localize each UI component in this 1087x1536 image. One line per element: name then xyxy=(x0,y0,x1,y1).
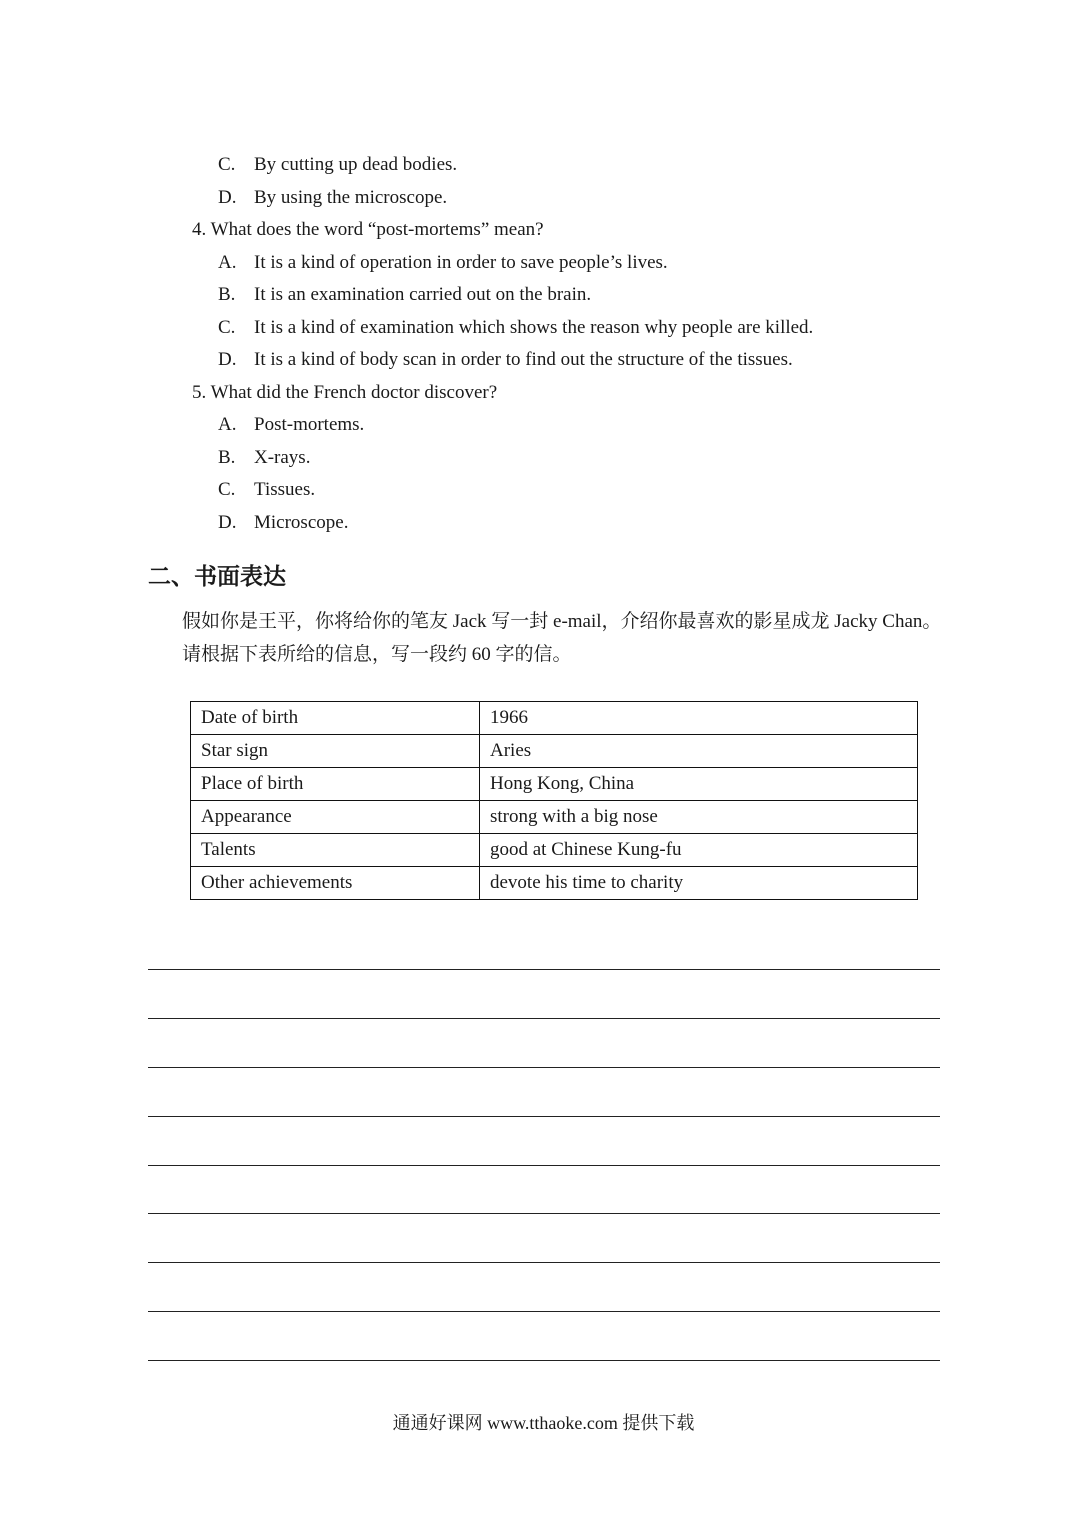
q4-option-c xyxy=(218,316,813,340)
writing-line xyxy=(148,1018,940,1019)
option-text: It is a kind of examination which shows the reason why people are killed. xyxy=(254,317,814,338)
table-key: Date of birth xyxy=(191,702,480,735)
option-letter: C. xyxy=(218,479,236,500)
writing-line xyxy=(148,1262,940,1263)
writing-line xyxy=(148,1311,940,1312)
q5-option-b xyxy=(218,446,310,470)
option-text: X-rays. xyxy=(254,447,311,468)
table-value: devote his time to charity xyxy=(480,867,918,900)
writing-prompt: 假如你是王平，你将给你的笔友 Jack 写一封 e-mail，介绍你最喜欢的影星成龙 Jacky Chan。请根据下表所给的信息，写一段约 60 字的信。 xyxy=(182,611,942,665)
option-letter: C. xyxy=(218,317,236,338)
q4-option-d xyxy=(218,348,793,372)
option-text: By using the microscope. xyxy=(254,187,448,208)
table-row xyxy=(191,834,918,867)
q4-stem: 4. What does the word “post-mortems” mean? xyxy=(192,219,544,240)
table-row xyxy=(191,768,918,801)
q5-option-a xyxy=(218,413,364,437)
q5-option-d xyxy=(218,511,348,535)
table-value: Hong Kong, China xyxy=(480,768,918,801)
table-row xyxy=(191,867,918,900)
option-letter: B. xyxy=(218,447,236,468)
page-footer: 通通好课网 www.tthaoke.com 提供下载 xyxy=(392,1413,695,1433)
writing-line xyxy=(148,1067,940,1068)
option-text: It is a kind of body scan in order to find out the structure of the tissues. xyxy=(254,349,793,370)
option-text: Tissues. xyxy=(254,479,316,500)
option-letter: A. xyxy=(218,252,237,273)
table-row xyxy=(191,801,918,834)
writing-line xyxy=(148,1213,940,1214)
table-key: Talents xyxy=(191,834,480,867)
q5-stem: 5. What did the French doctor discover? xyxy=(192,382,498,403)
writing-line xyxy=(148,1360,940,1361)
option-letter: C. xyxy=(218,154,236,175)
table-value: 1966 xyxy=(480,702,918,735)
q4-option-a xyxy=(218,251,668,275)
q5-option-c xyxy=(218,478,315,502)
info-table xyxy=(190,701,918,900)
table-key: Other achievements xyxy=(191,867,480,900)
table-key: Place of birth xyxy=(191,768,480,801)
table-value: Aries xyxy=(480,735,918,768)
option-text: Post-mortems. xyxy=(254,414,365,435)
option-text: Microscope. xyxy=(254,512,349,533)
option-text: It is an examination carried out on the brain. xyxy=(254,284,592,305)
writing-line xyxy=(148,1116,940,1117)
q4-option-b xyxy=(218,283,591,307)
table-key: Star sign xyxy=(191,735,480,768)
option-letter: D. xyxy=(218,512,237,533)
table-value: good at Chinese Kung-fu xyxy=(480,834,918,867)
table-row xyxy=(191,735,918,768)
q3-option-d xyxy=(218,186,447,210)
option-text: By cutting up dead bodies. xyxy=(254,154,458,175)
table-value: strong with a big nose xyxy=(480,801,918,834)
table-key: Appearance xyxy=(191,801,480,834)
writing-line xyxy=(148,969,940,970)
table-row xyxy=(191,702,918,735)
writing-line xyxy=(148,1165,940,1166)
option-letter: D. xyxy=(218,349,237,370)
option-letter: D. xyxy=(218,187,237,208)
q3-option-c xyxy=(218,153,457,177)
option-text: It is a kind of operation in order to save people’s lives. xyxy=(254,252,668,273)
option-letter: B. xyxy=(218,284,236,305)
section-heading-writing: 二、书面表达 xyxy=(148,564,286,590)
option-letter: A. xyxy=(218,414,237,435)
